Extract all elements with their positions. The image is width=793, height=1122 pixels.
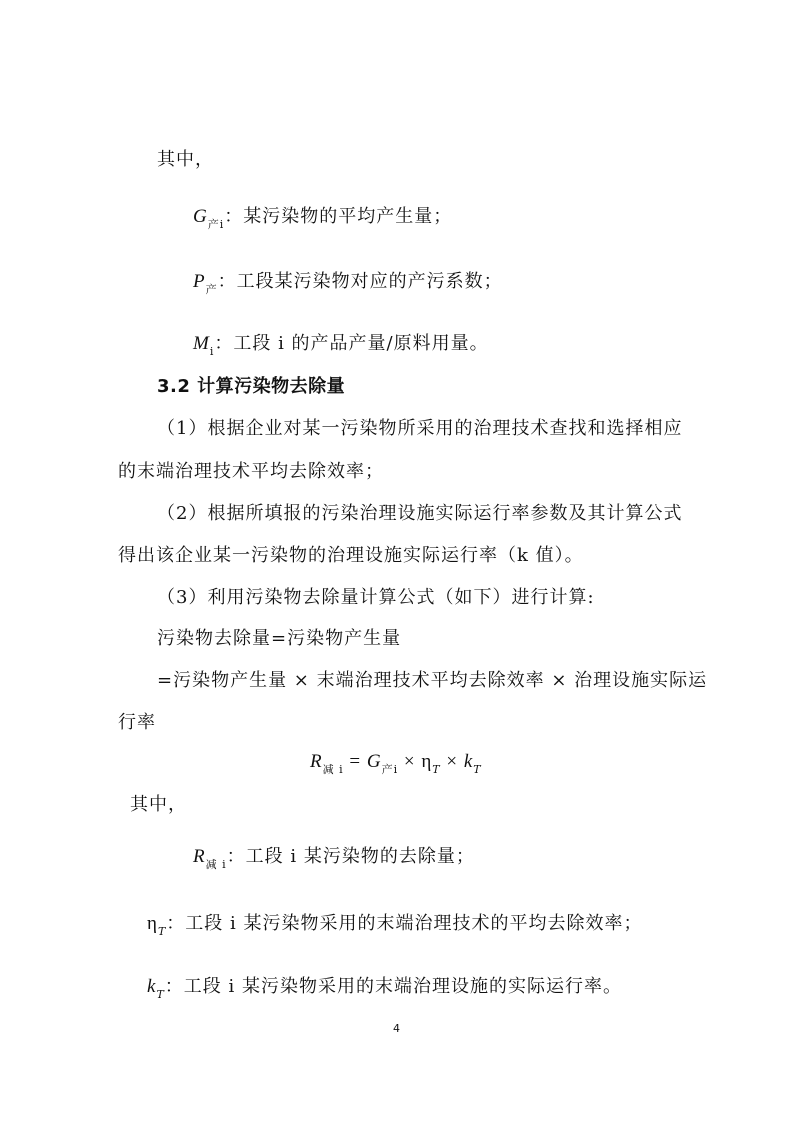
variable-symbol: k: [147, 976, 157, 997]
variable-subscript: T: [156, 988, 165, 1001]
section-heading: 3.2 计算污染物去除量: [157, 376, 346, 397]
page-number: 4: [393, 1022, 400, 1035]
variable-definition: [193, 205, 452, 231]
paragraph-line: 得出该企业某一污染物的治理设施实际运行率（k 值）。: [118, 545, 584, 566]
variable-symbol: P: [193, 271, 206, 292]
variable-description: ：工段 i 某污染物采用的末端治理设施的实际运行率。: [164, 976, 622, 997]
equals-sign: =: [343, 751, 367, 772]
formula-text: 行率: [118, 712, 156, 733]
variable-subscript: i: [209, 345, 215, 358]
variable-subscript: 产i: [207, 218, 225, 231]
variable-definition: [193, 845, 475, 871]
variable-definition: [193, 270, 503, 296]
where-label: 其中，: [130, 794, 187, 815]
variable-description: ：某污染物的平均产生量；: [224, 206, 453, 227]
variable-symbol: R: [193, 846, 206, 867]
equation: [310, 750, 482, 776]
times-sign: ×: [440, 751, 464, 772]
equation-k: k: [463, 751, 474, 772]
variable-definition: [147, 912, 642, 938]
equation-eta-subscript: T: [432, 763, 441, 776]
equation-eta: η: [421, 751, 433, 772]
equation-g-subscript: 产i: [381, 763, 399, 776]
formula-text: =污染物产生量 × 末端治理技术平均去除效率 × 治理设施实际运: [157, 670, 708, 691]
variable-symbol: M: [193, 333, 210, 354]
formula-text: 污染物去除量=污染物产生量: [157, 628, 402, 649]
variable-symbol: η: [147, 913, 158, 934]
variable-definition: [193, 332, 489, 358]
variable-subscript: 减 i: [205, 858, 227, 871]
variable-description: ：工段某污染物对应的产污系数；: [217, 271, 503, 292]
variable-symbol: G: [193, 206, 208, 227]
variable-description: ：工段 i 某污染物的去除量；: [226, 846, 475, 867]
paragraph-line: 的末端治理技术平均去除效率；: [118, 461, 384, 482]
equation-g: G: [366, 751, 382, 772]
paragraph-line: （3）利用污染物去除量计算公式（如下）进行计算:: [157, 587, 595, 608]
equation-k-subscript: T: [473, 763, 482, 776]
variable-subscript: 产: [205, 283, 218, 296]
equation-lhs-subscript: 减 i: [322, 763, 344, 776]
variable-subscript: T: [157, 925, 167, 938]
times-sign: ×: [398, 751, 422, 772]
paragraph-line: （2）根据所填报的污染治理设施实际运行率参数及其计算公式: [157, 503, 683, 524]
paragraph-line: （1）根据企业对某一污染物所采用的治理技术查找和选择相应: [157, 418, 683, 439]
equation-lhs: R: [310, 751, 323, 772]
variable-description: ：工段 i 某污染物采用的末端治理技术的平均去除效率；: [166, 913, 643, 934]
variable-description: ：工段 i 的产品产量/原料用量。: [214, 333, 489, 354]
variable-definition: [147, 975, 622, 1001]
where-label: 其中，: [157, 149, 214, 170]
